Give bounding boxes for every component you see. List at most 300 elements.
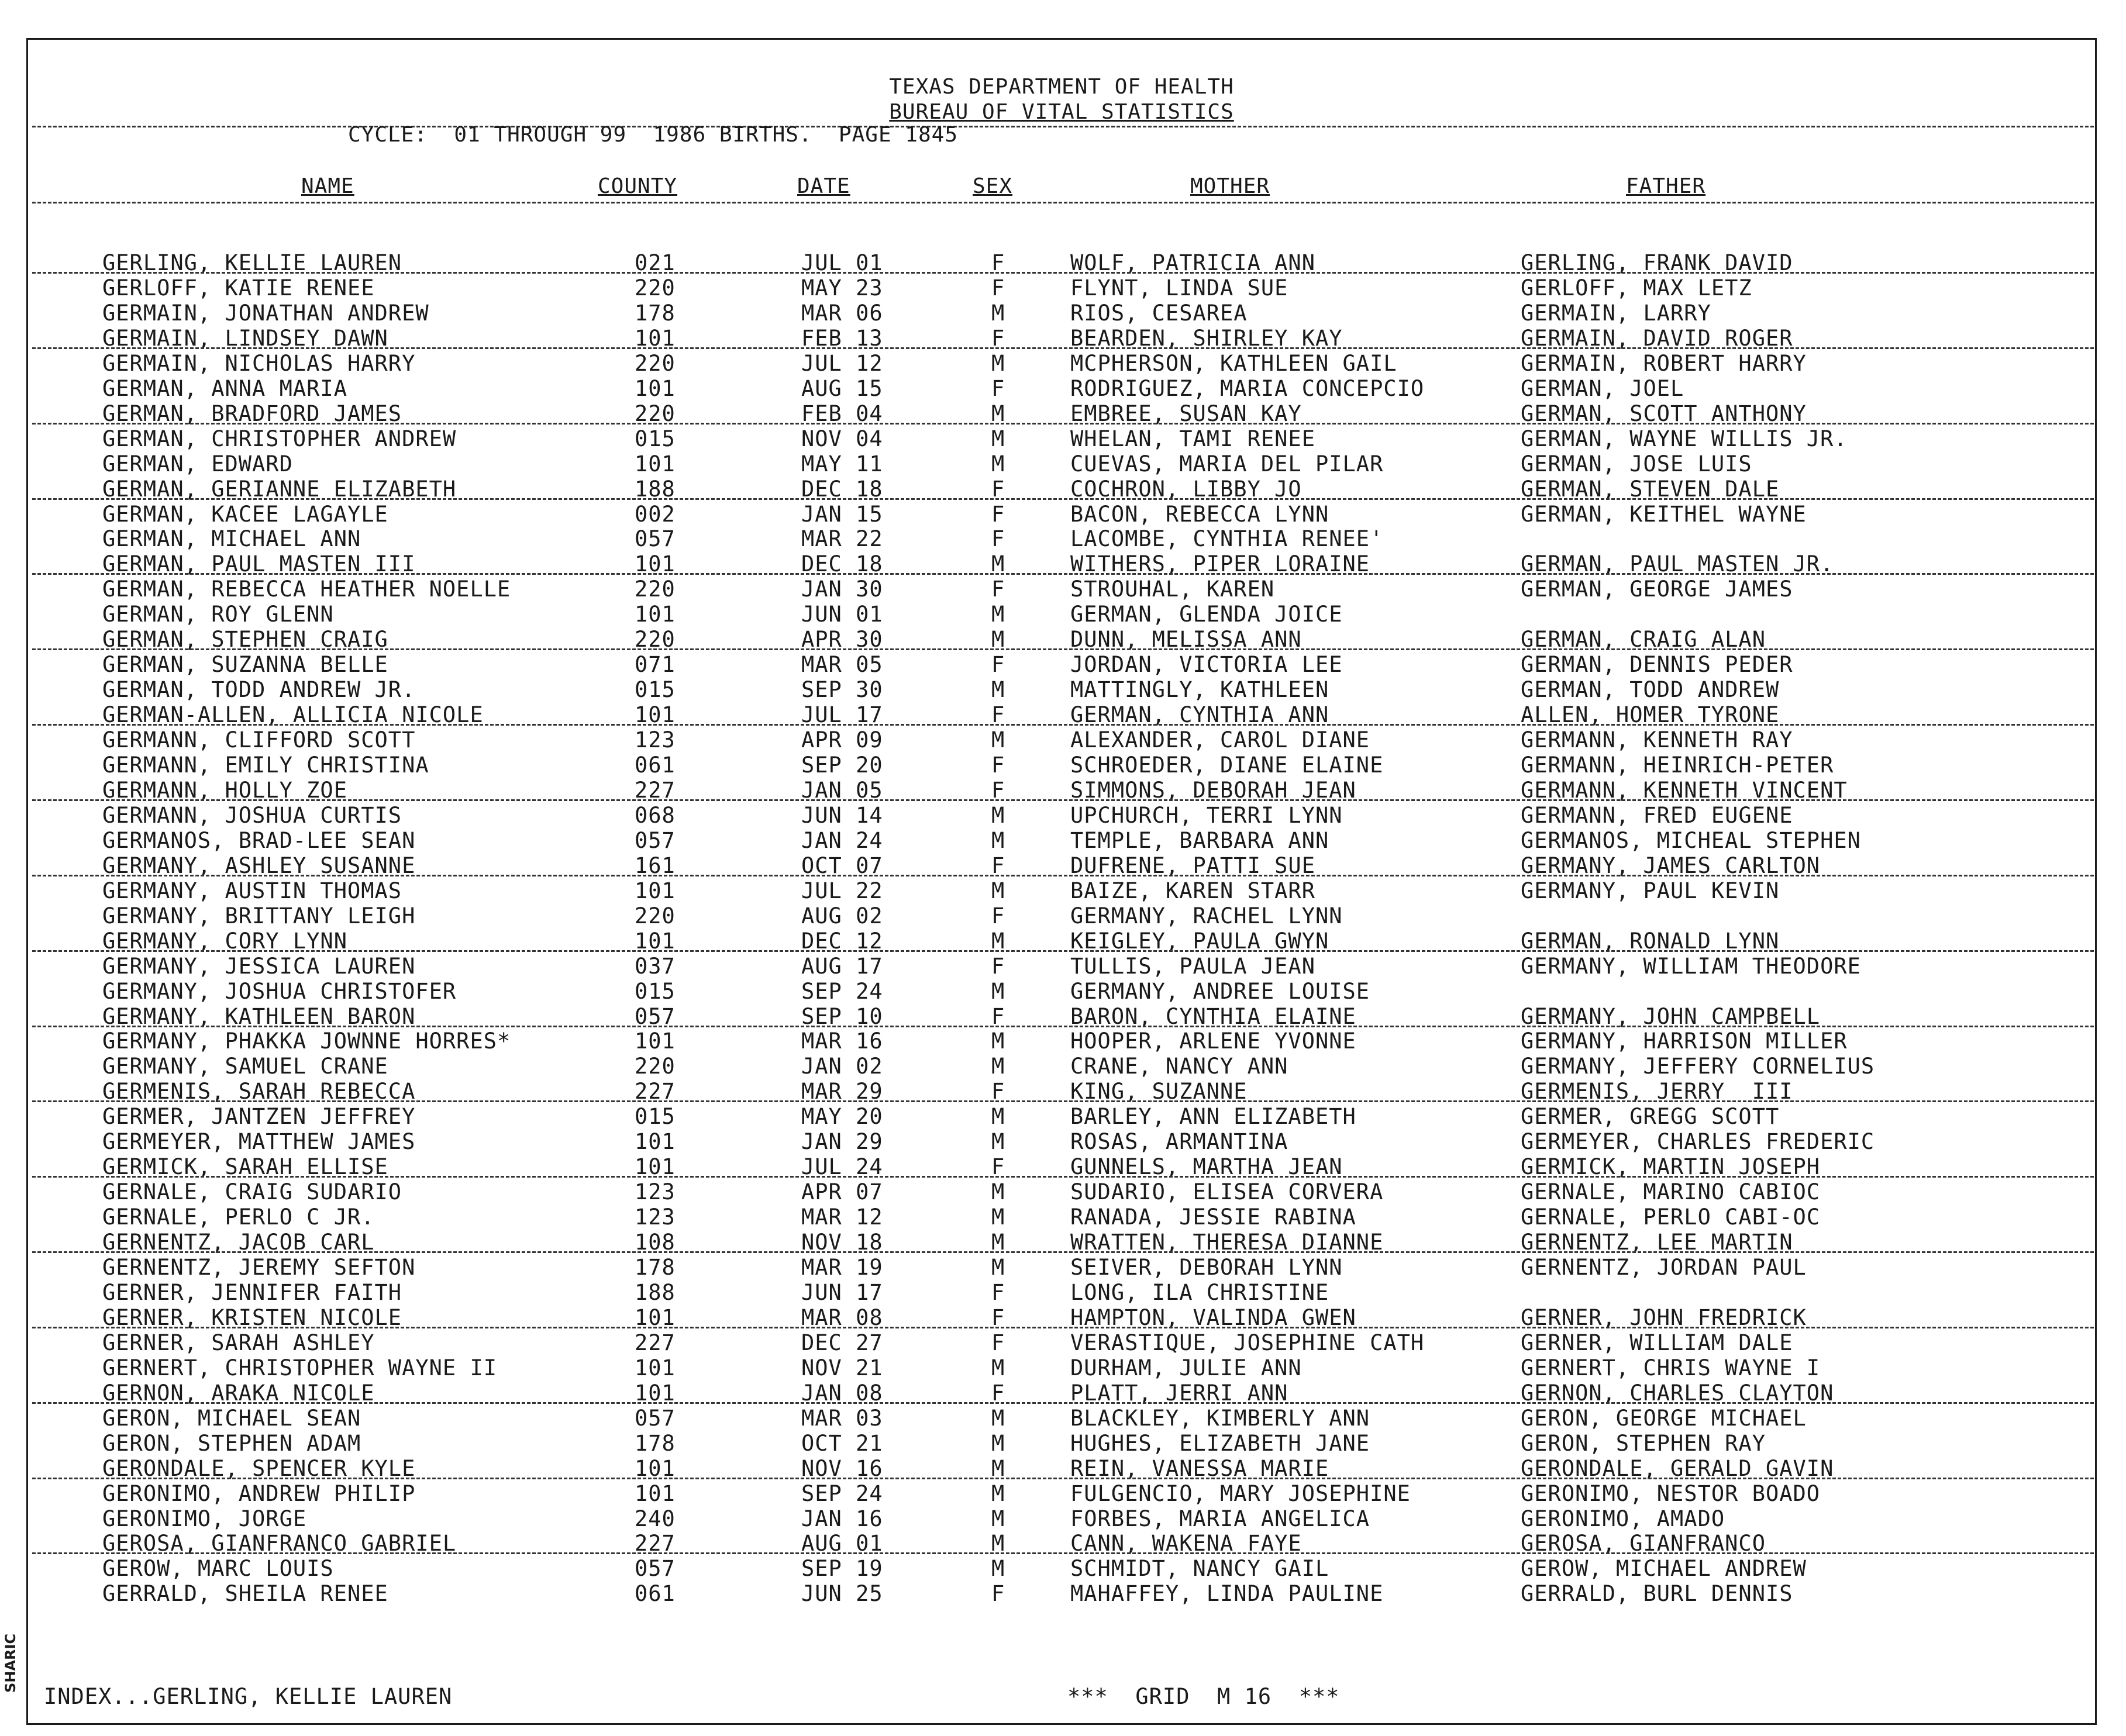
cell-date: JAN 30 xyxy=(801,577,883,602)
cell-mother: WOLF, PATRICIA ANN xyxy=(1070,250,1315,275)
cell-sex: F xyxy=(991,702,1005,728)
row-group-rule xyxy=(32,724,2094,726)
table-row xyxy=(0,1104,2126,1129)
cell-sex: M xyxy=(991,827,1005,853)
cell-name: GERONIMO, JORGE xyxy=(102,1506,307,1531)
cell-name: GERMANN, EMILY CHRISTINA xyxy=(102,753,429,778)
cell-sex: M xyxy=(991,1455,1005,1481)
cell-county: 101 xyxy=(635,1154,676,1180)
cell-name: GERMANY, BRITTANY LEIGH xyxy=(102,903,416,929)
cell-county: 101 xyxy=(635,1455,676,1481)
cell-mother: BARLEY, ANN ELIZABETH xyxy=(1070,1104,1356,1130)
cell-mother: SEIVER, DEBORAH LYNN xyxy=(1070,1255,1343,1280)
cell-county: 002 xyxy=(635,501,676,527)
cell-name: GERMAIN, LINDSEY DAWN xyxy=(102,325,388,351)
table-row xyxy=(0,1054,2126,1079)
cell-county: 227 xyxy=(635,1079,676,1105)
cell-sex: M xyxy=(991,1230,1005,1255)
cell-sex: M xyxy=(991,978,1005,1004)
cell-mother: REIN, VANESSA MARIE xyxy=(1070,1455,1329,1481)
cell-mother: RIOS, CESAREA xyxy=(1070,300,1248,326)
cell-county: 220 xyxy=(635,1054,676,1079)
cell-mother: MCPHERSON, KATHLEEN GAIL xyxy=(1070,350,1397,376)
cell-mother: SUDARIO, ELISEA CORVERA xyxy=(1070,1179,1384,1205)
cell-father: GERNER, WILLIAM DALE xyxy=(1521,1330,1793,1355)
cell-county: 188 xyxy=(635,476,676,502)
cell-county: 220 xyxy=(635,350,676,376)
cell-name: GERMAN, BRADFORD JAMES xyxy=(102,401,402,426)
cell-date: DEC 27 xyxy=(801,1330,883,1355)
cell-sex: F xyxy=(991,1079,1005,1105)
cell-date: MAR 22 xyxy=(801,526,883,552)
column-header-date: DATE xyxy=(797,174,850,198)
table-row xyxy=(0,426,2126,451)
cell-county: 123 xyxy=(635,1179,676,1205)
cell-name: GERONDALE, SPENCER KYLE xyxy=(102,1455,416,1481)
cell-mother: WRATTEN, THERESA DIANNE xyxy=(1070,1230,1384,1255)
cell-date: DEC 18 xyxy=(801,551,883,577)
cell-date: MAR 29 xyxy=(801,1079,883,1105)
cell-father: GERMAIN, DAVID ROGER xyxy=(1521,325,1793,351)
cell-mother: CRANE, NANCY ANN xyxy=(1070,1054,1288,1079)
cell-date: NOV 18 xyxy=(801,1230,883,1255)
table-row xyxy=(0,602,2126,627)
cell-father: GEROSA, GIANFRANCO xyxy=(1521,1531,1766,1556)
cell-name: GERMAN, REBECCA HEATHER NOELLE xyxy=(102,577,511,602)
cell-father: GERMAN, TODD ANDREW xyxy=(1521,677,1780,703)
cell-date: MAY 11 xyxy=(801,451,883,477)
cell-name: GERMANY, KATHLEEN BARON xyxy=(102,1003,416,1029)
cell-sex: M xyxy=(991,1104,1005,1130)
cell-sex: M xyxy=(991,677,1005,703)
cell-county: 101 xyxy=(635,451,676,477)
table-row xyxy=(0,1556,2126,1581)
cell-county: 178 xyxy=(635,1255,676,1280)
cell-sex: M xyxy=(991,727,1005,753)
cell-father: GERMANY, JAMES CARLTON xyxy=(1521,853,1821,878)
cell-county: 178 xyxy=(635,300,676,326)
row-group-rule xyxy=(32,498,2094,500)
table-row xyxy=(0,577,2126,602)
cell-sex: M xyxy=(991,350,1005,376)
cell-sex: F xyxy=(991,652,1005,678)
cell-date: AUG 01 xyxy=(801,1531,883,1556)
cell-sex: F xyxy=(991,1330,1005,1355)
cell-sex: F xyxy=(991,1304,1005,1330)
cell-date: JUN 17 xyxy=(801,1279,883,1305)
cell-sex: M xyxy=(991,602,1005,627)
cell-county: 021 xyxy=(635,250,676,275)
cell-date: JUL 24 xyxy=(801,1154,883,1180)
cell-county: 037 xyxy=(635,953,676,979)
cell-mother: HUGHES, ELIZABETH JANE xyxy=(1070,1430,1370,1456)
row-group-rule xyxy=(32,950,2094,952)
row-group-rule xyxy=(32,423,2094,424)
cell-mother: FLYNT, LINDA SUE xyxy=(1070,275,1288,301)
cell-date: MAR 19 xyxy=(801,1255,883,1280)
cell-date: MAY 23 xyxy=(801,275,883,301)
cell-name: GERMANY, PHAKKA JOWNNE HORRES* xyxy=(102,1029,511,1054)
table-row xyxy=(0,652,2126,677)
cell-date: MAR 08 xyxy=(801,1304,883,1330)
cell-name: GERMAN-ALLEN, ALLICIA NICOLE xyxy=(102,702,484,728)
cell-county: 227 xyxy=(635,777,676,803)
cell-date: APR 07 xyxy=(801,1179,883,1205)
cell-mother: SCHMIDT, NANCY GAIL xyxy=(1070,1556,1329,1582)
cell-county: 061 xyxy=(635,1581,676,1607)
cell-name: GERNER, KRISTEN NICOLE xyxy=(102,1304,402,1330)
table-row xyxy=(0,1204,2126,1230)
cell-date: JUL 17 xyxy=(801,702,883,728)
cell-county: 015 xyxy=(635,978,676,1004)
cell-name: GERMANY, ASHLEY SUSANNE xyxy=(102,853,416,878)
cell-date: OCT 21 xyxy=(801,1430,883,1456)
table-row xyxy=(0,1431,2126,1456)
cell-date: JAN 16 xyxy=(801,1506,883,1531)
table-row xyxy=(0,753,2126,778)
cell-father: GERMANY, PAUL KEVIN xyxy=(1521,878,1780,903)
column-header-sex: SEX xyxy=(973,174,1013,198)
table-row xyxy=(0,677,2126,702)
table-row xyxy=(0,1330,2126,1355)
row-group-rule xyxy=(32,573,2094,575)
cell-date: NOV 16 xyxy=(801,1455,883,1481)
cell-mother: JORDAN, VICTORIA LEE xyxy=(1070,652,1343,678)
cell-father: GERONDALE, GERALD GAVIN xyxy=(1521,1455,1834,1481)
cell-county: 101 xyxy=(635,325,676,351)
cell-mother: TULLIS, PAULA JEAN xyxy=(1070,953,1315,979)
cell-father: GERMAN, WAYNE WILLIS JR. xyxy=(1521,426,1848,451)
cell-father: GERLOFF, MAX LETZ xyxy=(1521,275,1752,301)
cell-mother: WITHERS, PIPER LORAINE xyxy=(1070,551,1370,577)
cell-name: GERMANY, JOSHUA CHRISTOFER xyxy=(102,978,457,1004)
cell-date: JUL 12 xyxy=(801,350,883,376)
cell-father: GERMAN, STEVEN DALE xyxy=(1521,476,1780,502)
cell-sex: M xyxy=(991,1480,1005,1506)
cell-father: GERMEYER, CHARLES FREDERIC xyxy=(1521,1129,1875,1155)
cell-sex: M xyxy=(991,401,1005,426)
cell-county: 220 xyxy=(635,903,676,929)
cell-father: GERONIMO, AMADO xyxy=(1521,1506,1725,1531)
cell-sex: F xyxy=(991,953,1005,979)
cell-mother: PLATT, JERRI ANN xyxy=(1070,1380,1288,1406)
cell-father: GERON, STEPHEN RAY xyxy=(1521,1430,1766,1456)
cell-mother: UPCHURCH, TERRI LYNN xyxy=(1070,802,1343,828)
cell-sex: M xyxy=(991,1054,1005,1079)
cell-name: GEROSA, GIANFRANCO GABRIEL xyxy=(102,1531,457,1556)
cell-county: 220 xyxy=(635,401,676,426)
cell-name: GERMANY, AUSTIN THOMAS xyxy=(102,878,402,903)
cell-county: 101 xyxy=(635,1129,676,1155)
table-row xyxy=(0,1029,2126,1054)
cell-sex: F xyxy=(991,1003,1005,1029)
cell-county: 101 xyxy=(635,1380,676,1406)
cell-sex: M xyxy=(991,1556,1005,1582)
cell-date: JAN 02 xyxy=(801,1054,883,1079)
cell-name: GERMANN, CLIFFORD SCOTT xyxy=(102,727,416,753)
table-row xyxy=(0,1255,2126,1280)
cell-county: 101 xyxy=(635,928,676,954)
row-group-rule xyxy=(32,1251,2094,1253)
cell-mother: HOOPER, ARLENE YVONNE xyxy=(1070,1029,1356,1054)
cell-mother: DURHAM, JULIE ANN xyxy=(1070,1355,1302,1380)
cell-date: MAR 12 xyxy=(801,1204,883,1230)
cell-father: GERMAN, SCOTT ANTHONY xyxy=(1521,401,1807,426)
cell-sex: M xyxy=(991,928,1005,954)
cell-father: GERNER, JOHN FREDRICK xyxy=(1521,1304,1807,1330)
cell-mother: BACON, REBECCA LYNN xyxy=(1070,501,1329,527)
cell-county: 220 xyxy=(635,275,676,301)
cell-county: 188 xyxy=(635,1279,676,1305)
cell-mother: SCHROEDER, DIANE ELAINE xyxy=(1070,753,1384,778)
cell-mother: BARON, CYNTHIA ELAINE xyxy=(1070,1003,1356,1029)
cell-mother: RODRIGUEZ, MARIA CONCEPCIO xyxy=(1070,375,1425,401)
cell-sex: F xyxy=(991,250,1005,275)
cell-sex: F xyxy=(991,1581,1005,1607)
cell-mother: TEMPLE, BARBARA ANN xyxy=(1070,827,1329,853)
cell-date: JAN 08 xyxy=(801,1380,883,1406)
cell-mother: BAIZE, KAREN STARR xyxy=(1070,878,1315,903)
cell-sex: M xyxy=(991,1430,1005,1456)
index-footer: INDEX...GERLING, KELLIE LAUREN xyxy=(44,1684,453,1709)
cell-county: 220 xyxy=(635,627,676,653)
cell-name: GERMAIN, NICHOLAS HARRY xyxy=(102,350,416,376)
cell-name: GERMAN, MICHAEL ANN xyxy=(102,526,361,552)
cell-mother: KING, SUZANNE xyxy=(1070,1079,1248,1105)
cell-county: 015 xyxy=(635,1104,676,1130)
cell-father: GERNENTZ, JORDAN PAUL xyxy=(1521,1255,1807,1280)
row-group-rule xyxy=(32,799,2094,801)
cell-name: GERMAN, ANNA MARIA xyxy=(102,375,347,401)
cell-father: GERMAN, PAUL MASTEN JR. xyxy=(1521,551,1834,577)
table-row xyxy=(0,502,2126,527)
cell-county: 057 xyxy=(635,827,676,853)
cell-father: GERMER, GREGG SCOTT xyxy=(1521,1104,1780,1130)
cell-date: OCT 07 xyxy=(801,853,883,878)
cell-sex: M xyxy=(991,426,1005,451)
cell-county: 015 xyxy=(635,426,676,451)
cell-county: 101 xyxy=(635,1304,676,1330)
cell-father: GERMAN, KEITHEL WAYNE xyxy=(1521,501,1807,527)
cell-sex: F xyxy=(991,375,1005,401)
cell-name: GERMAN, ROY GLENN xyxy=(102,602,334,627)
cell-mother: GERMANY, RACHEL LYNN xyxy=(1070,903,1343,929)
cell-father: GERMANN, KENNETH VINCENT xyxy=(1521,777,1848,803)
cell-county: 101 xyxy=(635,702,676,728)
cell-mother: FULGENCIO, MARY JOSEPHINE xyxy=(1070,1480,1411,1506)
header-rule xyxy=(32,126,2094,127)
cell-mother: CUEVAS, MARIA DEL PILAR xyxy=(1070,451,1384,477)
cell-sex: F xyxy=(991,325,1005,351)
cell-county: 161 xyxy=(635,853,676,878)
cell-date: AUG 17 xyxy=(801,953,883,979)
cell-sex: F xyxy=(991,1380,1005,1406)
cell-date: MAR 03 xyxy=(801,1405,883,1431)
cell-county: 101 xyxy=(635,375,676,401)
cell-father: GERRALD, BURL DENNIS xyxy=(1521,1581,1793,1607)
cell-father: GERNENTZ, LEE MARTIN xyxy=(1521,1230,1793,1255)
cell-date: JAN 05 xyxy=(801,777,883,803)
cell-date: JUL 01 xyxy=(801,250,883,275)
cell-sex: M xyxy=(991,1204,1005,1230)
table-row xyxy=(0,301,2126,326)
cell-name: GERMANY, JESSICA LAUREN xyxy=(102,953,416,979)
cell-name: GERMAN, PAUL MASTEN III xyxy=(102,551,416,577)
side-label: SHARIC xyxy=(2,1634,19,1693)
cell-name: GERMANY, CORY LYNN xyxy=(102,928,347,954)
cell-name: GERNENTZ, JEREMY SEFTON xyxy=(102,1255,416,1280)
cell-date: FEB 04 xyxy=(801,401,883,426)
cell-name: GERMAN, STEPHEN CRAIG xyxy=(102,627,388,653)
table-row xyxy=(0,451,2126,477)
row-group-rule xyxy=(32,1552,2094,1554)
cell-name: GERONIMO, ANDREW PHILIP xyxy=(102,1480,416,1506)
table-row xyxy=(0,1481,2126,1506)
cell-date: AUG 02 xyxy=(801,903,883,929)
table-row xyxy=(0,878,2126,903)
cell-sex: F xyxy=(991,1279,1005,1305)
cell-name: GERNERT, CHRISTOPHER WAYNE II xyxy=(102,1355,498,1380)
cell-county: 101 xyxy=(635,551,676,577)
cell-date: JAN 24 xyxy=(801,827,883,853)
cell-mother: STROUHAL, KAREN xyxy=(1070,577,1275,602)
grid-footer: *** GRID M 16 *** xyxy=(1067,1684,1340,1709)
table-row xyxy=(0,1280,2126,1305)
table-row xyxy=(0,954,2126,979)
cell-date: NOV 04 xyxy=(801,426,883,451)
cell-father: GERMANY, WILLIAM THEODORE xyxy=(1521,953,1861,979)
cell-father: GERMAN, GEORGE JAMES xyxy=(1521,577,1793,602)
cell-name: GERMER, JANTZEN JEFFREY xyxy=(102,1104,416,1130)
cell-father: GERMAN, RONALD LYNN xyxy=(1521,928,1780,954)
cell-county: 123 xyxy=(635,1204,676,1230)
cell-sex: F xyxy=(991,753,1005,778)
cell-name: GERNENTZ, JACOB CARL xyxy=(102,1230,375,1255)
cell-father: GERMANN, KENNETH RAY xyxy=(1521,727,1793,753)
row-group-rule xyxy=(32,1100,2094,1102)
cell-county: 178 xyxy=(635,1430,676,1456)
cell-date: SEP 24 xyxy=(801,978,883,1004)
cell-county: 220 xyxy=(635,577,676,602)
table-row xyxy=(0,1581,2126,1606)
table-row xyxy=(0,903,2126,929)
cell-mother: MAHAFFEY, LINDA PAULINE xyxy=(1070,1581,1384,1607)
table-row xyxy=(0,275,2126,301)
row-group-rule xyxy=(32,875,2094,876)
cell-mother: ALEXANDER, CAROL DIANE xyxy=(1070,727,1370,753)
cell-mother: ROSAS, ARMANTINA xyxy=(1070,1129,1288,1155)
cell-sex: M xyxy=(991,1029,1005,1054)
cell-date: MAR 05 xyxy=(801,652,883,678)
cell-sex: M xyxy=(991,627,1005,653)
cell-county: 123 xyxy=(635,727,676,753)
table-row xyxy=(0,979,2126,1004)
cell-date: JUN 14 xyxy=(801,802,883,828)
row-group-rule xyxy=(32,272,2094,274)
cell-father: GERNON, CHARLES CLAYTON xyxy=(1521,1380,1834,1406)
cell-date: JAN 15 xyxy=(801,501,883,527)
cell-date: JUL 22 xyxy=(801,878,883,903)
cell-mother: GERMAN, CYNTHIA ANN xyxy=(1070,702,1329,728)
cell-name: GERMAN, GERIANNE ELIZABETH xyxy=(102,476,457,502)
table-row xyxy=(0,828,2126,853)
cell-sex: F xyxy=(991,526,1005,552)
cell-mother: LONG, ILA CHRISTINE xyxy=(1070,1279,1329,1305)
cell-county: 108 xyxy=(635,1230,676,1255)
cell-sex: F xyxy=(991,501,1005,527)
cell-name: GERMANOS, BRAD-LEE SEAN xyxy=(102,827,416,853)
table-row xyxy=(0,376,2126,401)
cell-date: JAN 29 xyxy=(801,1129,883,1155)
cell-sex: M xyxy=(991,1355,1005,1380)
cell-father: GEROW, MICHAEL ANDREW xyxy=(1521,1556,1807,1582)
table-row xyxy=(0,1506,2126,1531)
cell-county: 227 xyxy=(635,1330,676,1355)
cell-father: GERMANY, HARRISON MILLER xyxy=(1521,1029,1848,1054)
cell-date: MAR 16 xyxy=(801,1029,883,1054)
cell-father: GERMAN, CRAIG ALAN xyxy=(1521,627,1766,653)
cell-name: GERMENIS, SARAH REBECCA xyxy=(102,1079,416,1105)
cell-date: APR 09 xyxy=(801,727,883,753)
cell-sex: M xyxy=(991,1179,1005,1205)
cell-name: GERLOFF, KATIE RENEE xyxy=(102,275,375,301)
cell-name: GERON, STEPHEN ADAM xyxy=(102,1430,361,1456)
cell-father: GERMENIS, JERRY III xyxy=(1521,1079,1793,1105)
cell-mother: RANADA, JESSIE RABINA xyxy=(1070,1204,1356,1230)
cell-father: GERMANOS, MICHEAL STEPHEN xyxy=(1521,827,1861,853)
table-row xyxy=(0,526,2126,551)
cell-date: SEP 19 xyxy=(801,1556,883,1582)
row-group-rule xyxy=(32,1026,2094,1027)
cell-sex: F xyxy=(991,476,1005,502)
cell-mother: EMBREE, SUSAN KAY xyxy=(1070,401,1302,426)
cell-sex: M xyxy=(991,1405,1005,1431)
cell-father: GERNALE, MARINO CABIOC xyxy=(1521,1179,1821,1205)
cell-county: 240 xyxy=(635,1506,676,1531)
cell-mother: SIMMONS, DEBORAH JEAN xyxy=(1070,777,1356,803)
cell-mother: HAMPTON, VALINDA GWEN xyxy=(1070,1304,1356,1330)
cell-father: GERMAIN, ROBERT HARRY xyxy=(1521,350,1807,376)
cell-county: 061 xyxy=(635,753,676,778)
cell-mother: LACOMBE, CYNTHIA RENEE' xyxy=(1070,526,1384,552)
cell-county: 227 xyxy=(635,1531,676,1556)
cell-name: GERON, MICHAEL SEAN xyxy=(102,1405,361,1431)
cell-sex: F xyxy=(991,1154,1005,1180)
cell-mother: VERASTIQUE, JOSEPHINE CATH xyxy=(1070,1330,1425,1355)
cell-mother: DUNN, MELISSA ANN xyxy=(1070,627,1302,653)
cell-name: GERMAN, SUZANNA BELLE xyxy=(102,652,388,678)
cell-name: GERNER, JENNIFER FAITH xyxy=(102,1279,402,1305)
column-header-rule xyxy=(32,202,2094,203)
cell-father: GERMANY, JEFFERY CORNELIUS xyxy=(1521,1054,1875,1079)
cell-sex: F xyxy=(991,275,1005,301)
column-header-name: NAME xyxy=(301,174,354,198)
cell-mother: GERMANY, ANDREE LOUISE xyxy=(1070,978,1370,1004)
cycle-line: CYCLE: 01 THROUGH 99 1986 BIRTHS. PAGE 1845 xyxy=(348,123,958,147)
cell-name: GERLING, KELLIE LAUREN xyxy=(102,250,402,275)
cell-name: GERNALE, CRAIG SUDARIO xyxy=(102,1179,402,1205)
cell-name: GERMANN, HOLLY ZOE xyxy=(102,777,347,803)
cell-name: GERMICK, SARAH ELLISE xyxy=(102,1154,388,1180)
cell-date: SEP 20 xyxy=(801,753,883,778)
cell-name: GERRALD, SHEILA RENEE xyxy=(102,1581,388,1607)
cell-mother: BEARDEN, SHIRLEY KAY xyxy=(1070,325,1343,351)
cell-name: GERMAIN, JONATHAN ANDREW xyxy=(102,300,429,326)
table-row xyxy=(0,803,2126,828)
row-group-rule xyxy=(32,1327,2094,1328)
cell-sex: M xyxy=(991,878,1005,903)
cell-mother: FORBES, MARIA ANGELICA xyxy=(1070,1506,1370,1531)
